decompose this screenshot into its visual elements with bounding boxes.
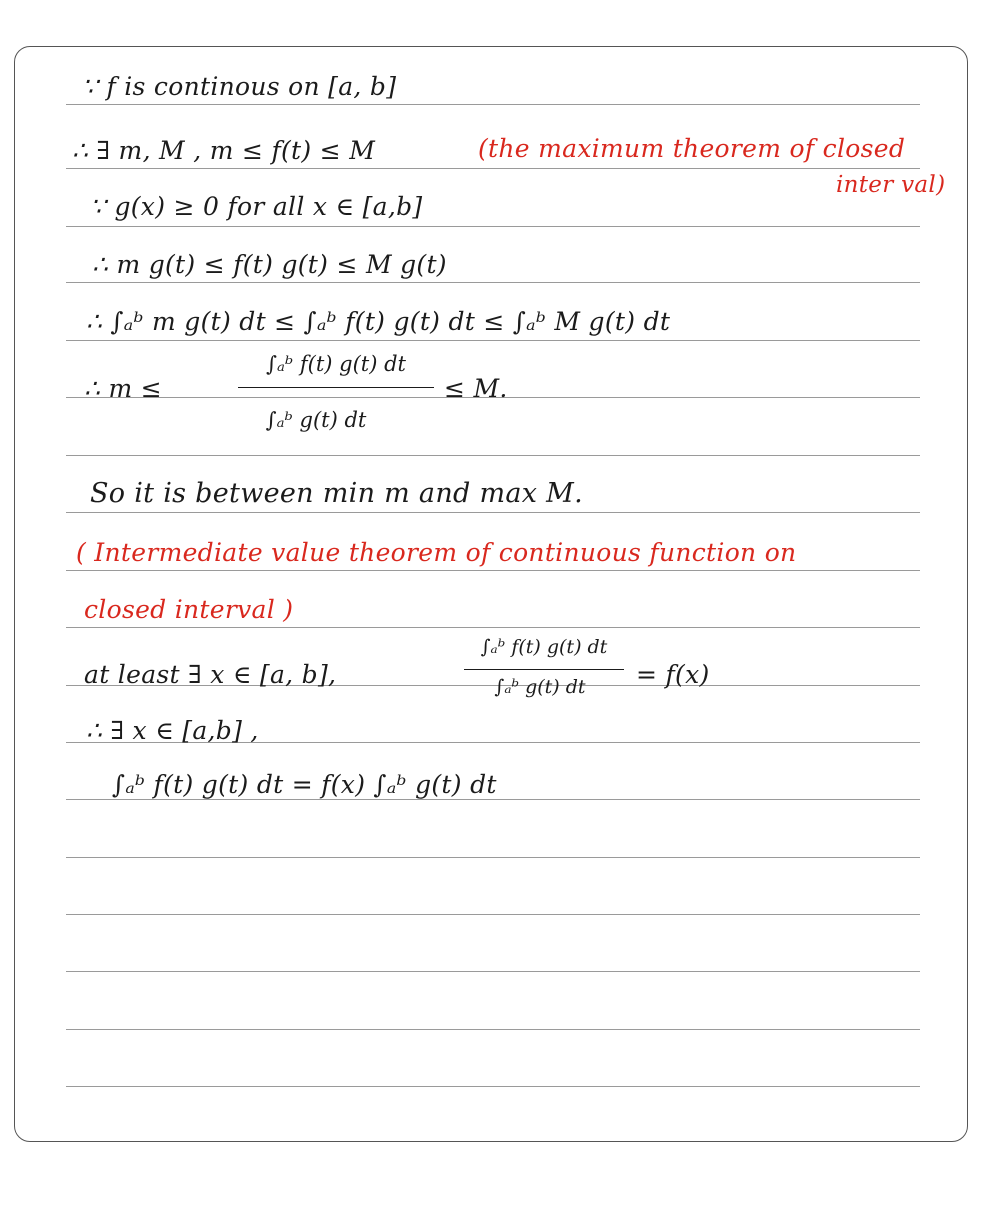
fraction-denominator: ∫ₐᵇ g(t) dt [265, 408, 367, 432]
rule-line [66, 226, 920, 227]
red-note-ivt: ( Intermediate value theorem of continuous function on [76, 538, 797, 567]
rule-line [66, 914, 920, 915]
rule-line [66, 1029, 920, 1030]
red-note-theorem-cont: inter val) [836, 172, 946, 198]
rule-line [66, 282, 920, 283]
line-10-prefix: at least ∃ x ∈ [a, b], [84, 660, 337, 689]
red-note-ivt-cont: closed interval ) [84, 595, 294, 624]
line-2: ∴ ∃ m, M , m ≤ f(t) ≤ M [72, 136, 376, 165]
rule-line [66, 512, 920, 513]
fraction-numerator: ∫ₐᵇ f(t) g(t) dt [266, 352, 406, 376]
fraction-bar [238, 387, 434, 388]
red-note-theorem: (the maximum theorem of closed [478, 134, 906, 163]
line-5: ∴ ∫ₐᵇ m g(t) dt ≤ ∫ₐᵇ f(t) g(t) dt ≤ ∫ₐᵇ M g(t) dt [86, 307, 671, 336]
line-6-prefix: ∴ m ≤ [84, 374, 162, 403]
rule-line [66, 455, 920, 456]
line-1: ∵ f is continous on [a, b] [82, 72, 397, 101]
line-4: ∴ m g(t) ≤ f(t) g(t) ≤ M g(t) [92, 250, 447, 279]
fraction-bar [464, 669, 624, 670]
rule-line [66, 340, 920, 341]
line-3: ∵ g(x) ≥ 0 for all x ∈ [a,b] [90, 192, 423, 221]
rule-line [66, 857, 920, 858]
rule-line [66, 104, 920, 105]
rule-line [66, 570, 920, 571]
rule-line [66, 627, 920, 628]
rule-line [66, 168, 920, 169]
line-7: So it is between min m and max M. [90, 478, 584, 509]
line-6-suffix: ≤ M. [444, 374, 508, 403]
fraction-numerator: ∫ₐᵇ f(t) g(t) dt [480, 636, 608, 658]
rule-line [66, 971, 920, 972]
line-10-suffix: = f(x) [636, 660, 710, 689]
rule-line [66, 799, 920, 800]
rule-line [66, 1086, 920, 1087]
line-11: ∴ ∃ x ∈ [a,b] , [86, 716, 259, 745]
fraction-denominator: ∫ₐᵇ g(t) dt [494, 676, 586, 698]
line-12: ∫ₐᵇ f(t) g(t) dt = f(x) ∫ₐᵇ g(t) dt [112, 770, 497, 799]
